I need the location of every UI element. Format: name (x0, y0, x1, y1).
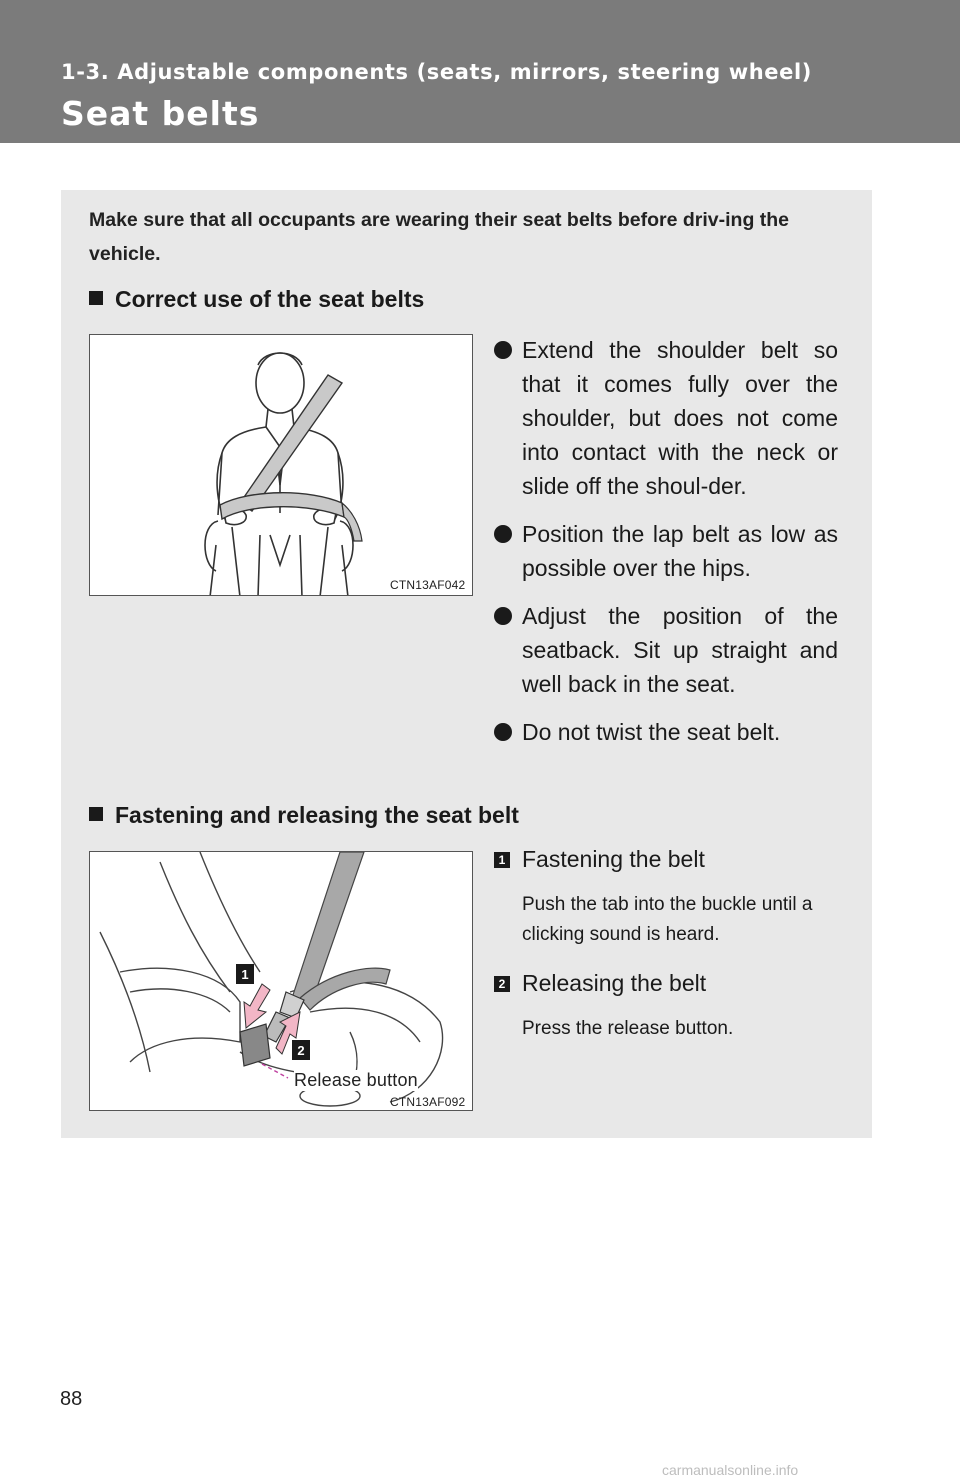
watermark: carmanualsonline.info (662, 1462, 799, 1478)
page-number: 88 (60, 1388, 83, 1410)
square-bullet-icon (89, 291, 103, 305)
seated-occupant-illustration (90, 335, 473, 596)
step-1-title: 1 Fastening the belt (494, 842, 838, 876)
list-item: Adjust the position of the seatback. Sit up straight and well back in the seat. (494, 599, 838, 701)
figure-code-label: CTN13AF042 (390, 578, 466, 592)
marker-1: 1 (241, 967, 249, 982)
step-2-body: Press the release button. (522, 1018, 734, 1039)
step-1-body: Push the tab into the buckle until a clicking sound is heard. (522, 894, 813, 945)
step-number-badge: 1 (494, 852, 510, 868)
bullet-dot-icon (494, 723, 512, 741)
bullet-dot-icon (494, 341, 512, 359)
list-item: Do not twist the seat belt. (494, 715, 838, 749)
figure-buckle (89, 851, 473, 1111)
seat-belt-usage-list (494, 333, 838, 763)
list-item: Position the lap belt as low as possible over the hips. (494, 517, 838, 585)
section-heading-label: Correct use of the seat belts (115, 286, 425, 312)
page-title: Seat belts (61, 94, 260, 133)
chapter-subtitle: 1-3. Adjustable components (seats, mirrors, steering wheel) (61, 60, 812, 84)
section-heading-correct-use (89, 286, 424, 313)
bullet-dot-icon (494, 525, 512, 543)
page-header (0, 0, 960, 143)
release-button-callout: Release button (294, 1070, 418, 1090)
bullet-dot-icon (494, 607, 512, 625)
step-2-title: 2 Releasing the belt (494, 966, 838, 1000)
marker-2: 2 (297, 1043, 305, 1058)
figure-code-label: CTN13AF092 (390, 1095, 466, 1109)
section-heading-label: Fastening and releasing the seat belt (115, 802, 519, 828)
list-item: Extend the shoulder belt so that it comes fully over the shoulder, but does not come into contact with the neck or slide off the shoul-der. (494, 333, 838, 503)
figure-seated-occupant (89, 334, 473, 596)
square-bullet-icon (89, 807, 103, 821)
intro-text: Make sure that all occupants are wearing their seat belts before driv-ing the vehicle. (89, 209, 790, 265)
fastening-steps (494, 842, 838, 1060)
section-heading-fastening (89, 802, 519, 829)
step-number-badge: 2 (494, 976, 510, 992)
